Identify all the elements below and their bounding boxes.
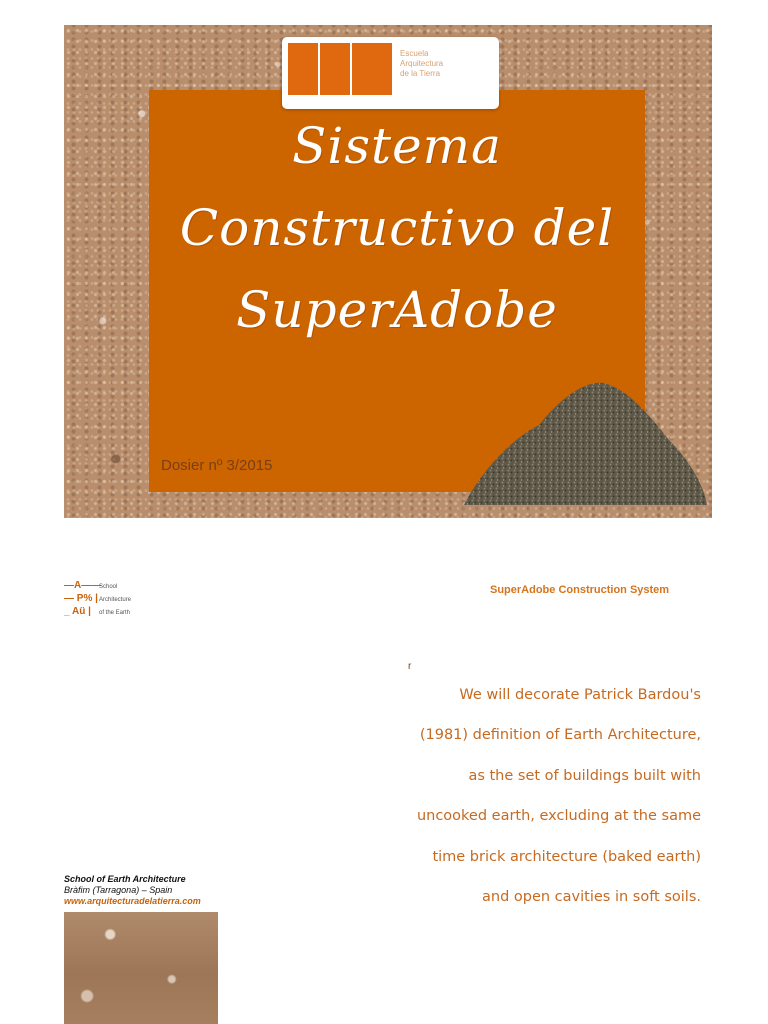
header-logo: —A—— School — P% | Architecture _ Aü | of the Earth [64, 580, 132, 617]
body-line: as the set of buildings built with [468, 767, 701, 784]
earth-wall-photo [64, 912, 218, 1024]
body-line: We will decorate Patrick Bardou's [459, 687, 701, 703]
body-line: and open cavities in soft soils. [482, 889, 701, 906]
soil-pile-image [459, 355, 709, 515]
school-location: Bràfim (Tarragona) – Spain [64, 885, 173, 895]
cover-title-line: Constructivo del [179, 199, 615, 257]
document-header-title: SuperAdobe Construction System [490, 584, 670, 596]
body-line: uncooked earth, excluding at the same [416, 808, 701, 825]
body-line: time brick architecture (baked earth) [432, 848, 701, 865]
school-logo [282, 37, 499, 109]
footer-contact [64, 874, 201, 907]
cover-title-line: Sistema [292, 117, 502, 175]
logo-mark [288, 43, 392, 95]
cover-title-line: SuperAdobe [236, 281, 558, 339]
stray-character: r [408, 661, 412, 672]
cover-title [149, 105, 645, 351]
school-name: School of Earth Architecture [64, 874, 186, 884]
body-paragraph [371, 675, 701, 917]
website-link[interactable]: www.arquitecturadelatierra.com [64, 896, 201, 906]
body-line: (1981) definition of Earth Architecture, [419, 727, 701, 744]
cover-image [64, 25, 712, 518]
logo-text: Escuela Arquitectura de la Tierra [400, 49, 444, 78]
dossier-number: Dosier nº 3/2015 [161, 457, 273, 474]
